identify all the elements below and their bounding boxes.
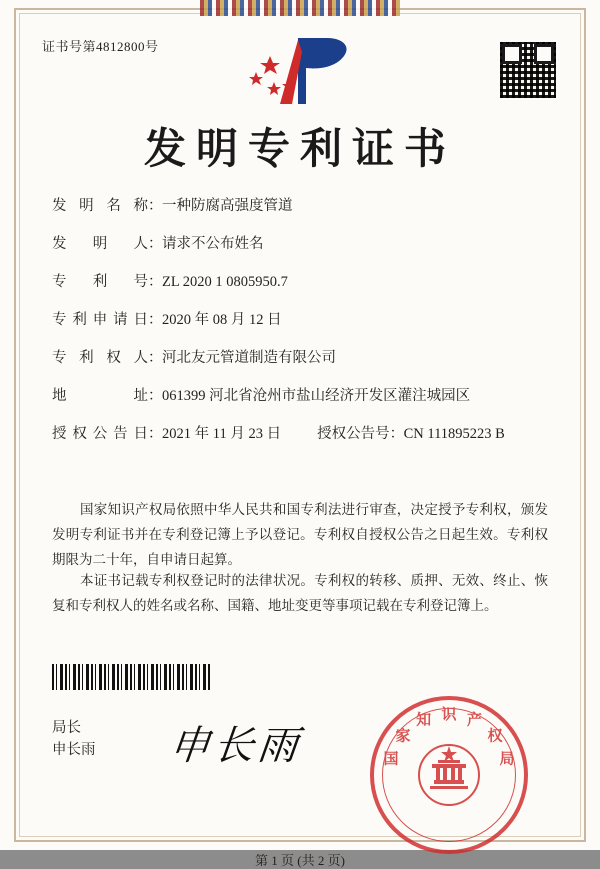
field-colon: ： [148,198,163,214]
certificate-number: 证书号第4812800号 [42,39,159,54]
field-colon: ： [148,388,163,404]
legal-paragraph-1: 国家知识产权局依照中华人民共和国专利法进行审查，决定授予专利权，颁发发明专利证书并在专利登记簿上予以登记。专利权自授权公告之日起生效。专利权期限为二十年，自申请日起算。 [52,502,548,567]
field-value: 河北友元管道制造有限公司 [162,350,336,366]
page-title: 发明专利证书 [143,124,456,173]
field-row-patentee [52,346,552,384]
seal-char: 知 [416,712,432,729]
field-label: 地址 [52,388,148,404]
handwritten-signature: 申长雨 [167,723,305,769]
top-ornament-pattern [200,0,400,16]
seal-char: 识 [441,707,457,723]
field-value-grant-number: CN 111895223 B [403,426,505,442]
field-value: 请求不公布姓名 [162,236,264,252]
seal-char: 家 [395,728,411,745]
signature-role: 局长 [52,720,81,736]
field-label: 发明人 [52,236,148,252]
field-colon: ： [148,236,163,252]
field-label-grant-number: 授权公告号 [317,426,390,442]
field-list [52,194,552,460]
field-label-grant-date: 授权公告日 [52,426,148,442]
field-row-inventor [52,232,552,270]
signature-name: 申长雨 [52,741,96,758]
field-colon: ： [148,312,163,328]
official-seal-icon [370,696,528,854]
page-number-footer: 第 1 页 (共 2 页) [255,853,345,868]
field-colon: ： [148,350,163,366]
field-row-address [52,384,552,422]
qr-code-icon [498,40,558,100]
field-label: 专利申请日 [52,312,148,328]
certificate-body [40,24,560,868]
seal-char: 局 [499,751,515,768]
field-label: 专利权人 [52,350,148,366]
field-colon: ： [389,426,405,442]
field-value: ZL 2020 1 0805950.7 [162,274,288,290]
signature-block [52,718,96,762]
seal-text-ring [374,700,524,850]
field-label: 专利号 [52,274,148,290]
seal-char: 国 [383,751,399,768]
field-row-application-date [52,308,552,346]
field-colon: ： [148,274,163,290]
field-value: 2020 年 08 月 12 日 [162,312,282,328]
field-row-grant-publication [52,422,552,460]
legal-paragraph-2: 本证书记载专利权登记时的法律状况。专利权的转移、质押、无效、终止、恢复和专利权人的姓名或名称、国籍、地址变更等事项记载在专利登记簿上。 [52,573,548,613]
field-row-invention-name [52,194,552,232]
seal-char: 权 [487,728,503,745]
field-label: 发明名称 [52,198,148,214]
seal-char: 产 [466,712,482,729]
patent-office-logo-icon [240,34,360,108]
field-value-grant-date: 2021 年 11 月 23 日 [162,426,282,442]
barcode-icon [52,664,212,690]
field-colon: ： [148,426,163,442]
field-value: 061399 河北省沧州市盐山经济开发区灌注城园区 [162,388,471,404]
field-row-patent-number [52,270,552,308]
field-value: 一种防腐高强度管道 [162,198,293,214]
